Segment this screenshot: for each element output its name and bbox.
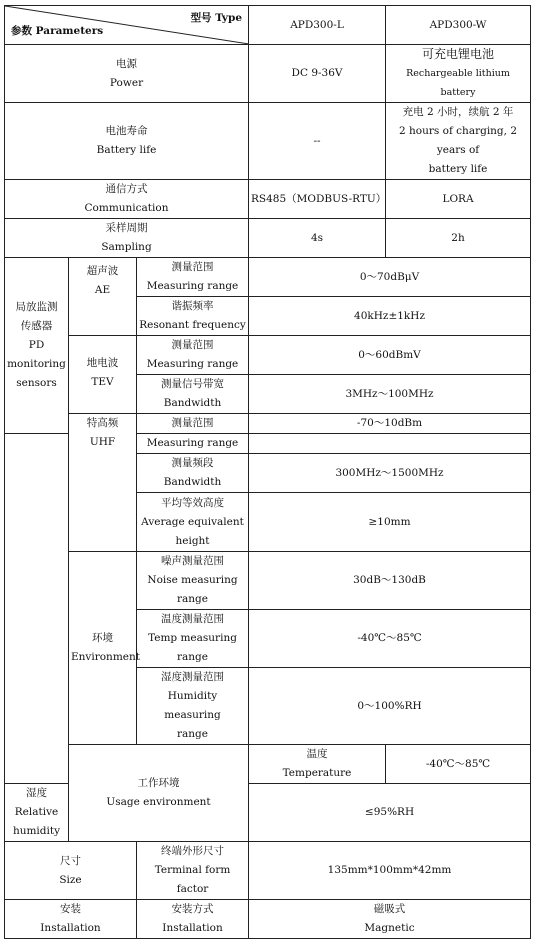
uhf-band-value: 300MHz～1500MHz xyxy=(249,454,531,493)
uhf-height-label: 平均等效高度 Average equivalent height xyxy=(137,493,249,552)
env-temp-label: 温度测量范围 Temp measuring range xyxy=(137,610,249,668)
power-w: 可充电锂电池 Rechargeable lithium battery xyxy=(386,45,531,103)
battery-w: 充电 2 小时，续航 2 年 2 hours of charging, 2 years of battery life xyxy=(386,103,531,180)
sampling-w: 2h xyxy=(386,219,531,258)
tev-range-label: 测量范围 Measuring range xyxy=(137,336,249,375)
env-noise-value: 30dB～130dB xyxy=(249,552,531,610)
comm-row xyxy=(5,180,531,219)
env-noise-row xyxy=(5,552,531,610)
uhf-range-label-en: Measuring range xyxy=(137,434,249,454)
size-sub-label: 终端外形尺寸 Terminal form factor xyxy=(137,842,249,900)
parameters-label: 参数 Parameters xyxy=(11,25,104,37)
ae-res-label: 谐振频率 Resonant frequency xyxy=(137,297,249,336)
size-label: 尺寸 Size xyxy=(5,842,137,900)
power-l: DC 9-36V xyxy=(249,45,386,103)
install-row xyxy=(5,900,531,939)
usage-label: 工作环境 Usage environment xyxy=(69,745,249,842)
header-row xyxy=(5,6,531,45)
model-l: APD300-L xyxy=(249,6,386,45)
type-label: 型号 Type xyxy=(190,12,243,24)
tev-bw-value: 3MHz～100MHz xyxy=(249,375,531,414)
usage-temp-value: -40℃～85℃ xyxy=(386,745,531,784)
ae-res-value: 40kHz±1kHz xyxy=(249,297,531,336)
battery-l: -- xyxy=(249,103,386,180)
uhf-range-value: -70～10dBm xyxy=(249,414,531,434)
install-value: 磁吸式 Magnetic xyxy=(249,900,531,939)
header-diagonal-cell xyxy=(5,6,249,45)
sampling-row xyxy=(5,219,531,258)
ae-range-row xyxy=(5,258,531,297)
env-noise-label: 噪声测量范围 Noise measuring range xyxy=(137,552,249,610)
sampling-l: 4s xyxy=(249,219,386,258)
uhf-height-value: ≥10mm xyxy=(249,493,531,552)
ae-label: 超声波 AE xyxy=(69,258,137,336)
model-w: APD300-W xyxy=(386,6,531,45)
ae-range-value: 0～70dBμV xyxy=(249,258,531,297)
install-sub-label: 安装方式 Installation xyxy=(137,900,249,939)
sampling-label: 采样周期 Sampling xyxy=(5,219,249,258)
size-value: 135mm*100mm*42mm xyxy=(249,842,531,900)
comm-w: LORA xyxy=(386,180,531,219)
uhf-range-label-cn: 测量范围 xyxy=(137,414,249,434)
tev-range-value: 0～60dBmV xyxy=(249,336,531,375)
tev-bw-label: 测量信号带宽 Bandwidth xyxy=(137,375,249,414)
env-hum-value: 0～100%RH xyxy=(249,668,531,745)
uhf-range-row xyxy=(5,414,531,434)
tev-label: 地电波 TEV xyxy=(69,336,137,414)
uhf-range-spacer xyxy=(249,434,531,454)
env-hum-label: 湿度测量范围 Humidity measuring range xyxy=(137,668,249,745)
tev-range-row xyxy=(5,336,531,375)
spec-table xyxy=(4,5,531,939)
usage-hum-value: ≤95%RH xyxy=(249,784,531,842)
env-label: 环境 Environment xyxy=(69,552,137,745)
uhf-label: 特高频 UHF xyxy=(69,414,137,552)
install-label: 安装 Installation xyxy=(5,900,137,939)
size-row xyxy=(5,842,531,900)
usage-temp-label: 温度 Temperature xyxy=(249,745,386,784)
battery-label: 电池寿命 Battery life xyxy=(5,103,249,180)
battery-row xyxy=(5,103,531,180)
ae-range-label: 测量范围 Measuring range xyxy=(137,258,249,297)
power-row xyxy=(5,45,531,103)
usage-temp-row xyxy=(5,745,531,784)
usage-hum-label: 湿度 Relative humidity xyxy=(5,784,69,842)
power-label: 电源 Power xyxy=(5,45,249,103)
comm-label: 通信方式 Communication xyxy=(5,180,249,219)
uhf-band-label: 测量频段 Bandwidth xyxy=(137,454,249,493)
pd-sensors-label: 局放监测 传感器 PD monitoring sensors xyxy=(5,258,69,434)
env-temp-value: -40℃～85℃ xyxy=(249,610,531,668)
comm-l: RS485（MODBUS-RTU） xyxy=(249,180,386,219)
pd-sensors-continuation xyxy=(5,434,69,784)
